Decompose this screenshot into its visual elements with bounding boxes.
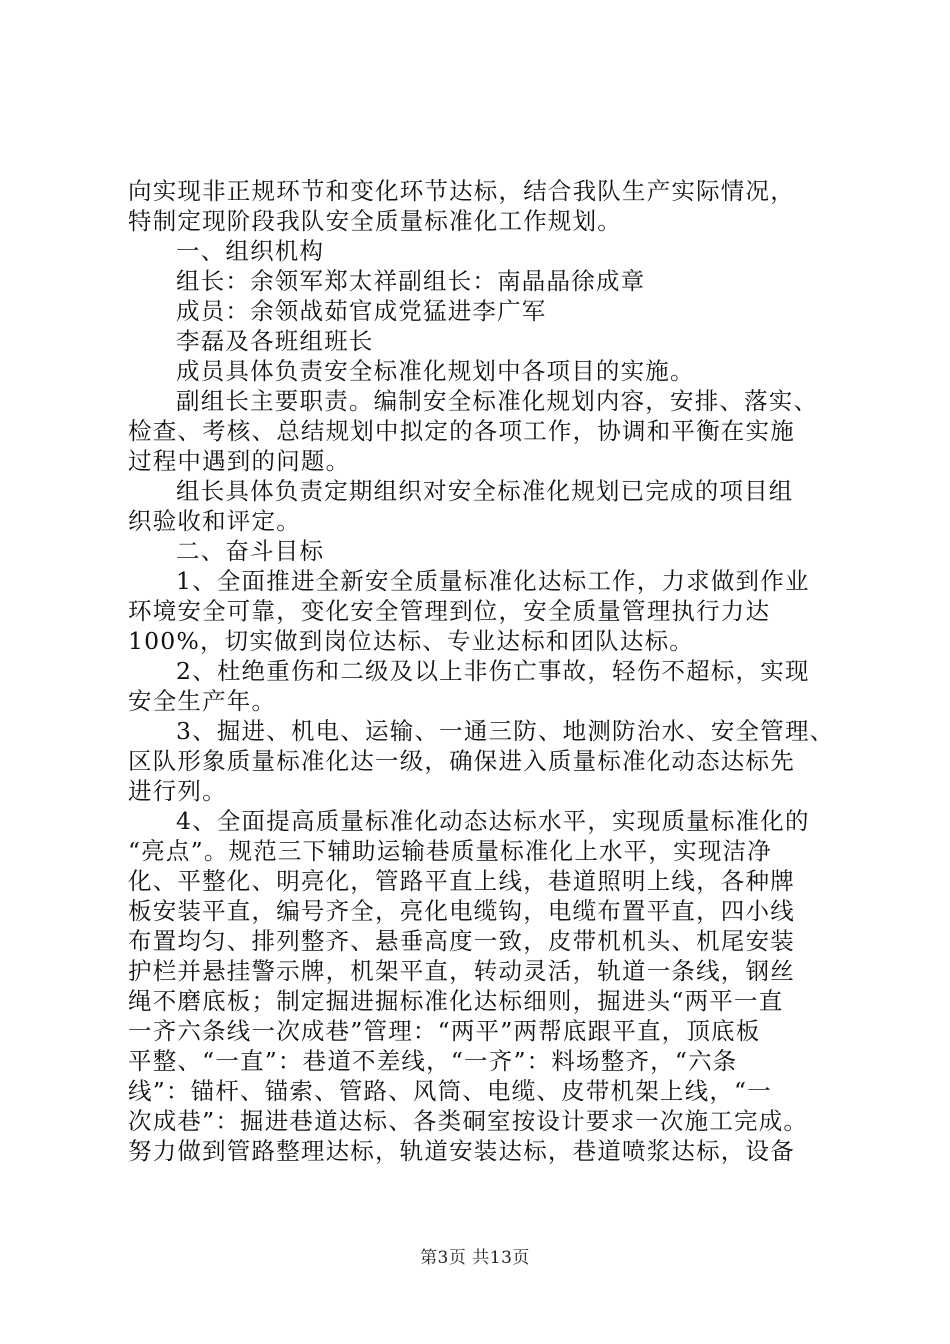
section-heading-goals: 二、奋斗目标 — [176, 537, 325, 565]
text-line: 护栏并悬挂警示牌，机架平直，转动灵活，轨道一条线，钢丝 — [128, 957, 795, 985]
text-line: 布置均匀、排列整齐、悬垂高度一致，皮带机机头、机尾安装 — [128, 927, 795, 955]
text-line: “亮点”。规范三下辅助运输巷质量标准化上水平，实现洁净 — [128, 837, 772, 865]
text-line: 4、全面提高质量标准化动态达标水平，实现质量标准化的 — [176, 807, 810, 835]
text-line: 1、全面推进全新安全质量标准化达标工作，力求做到作业 — [176, 567, 810, 595]
text-line: 组长：余领军郑太祥副组长：南晶晶徐成章 — [176, 267, 646, 295]
text-line: 2、杜绝重伤和二级及以上非伤亡事故，轻伤不超标，实现 — [176, 657, 810, 685]
text-line: 100%，切实做到岗位达标、专业达标和团队达标。 — [128, 627, 694, 655]
text-line: 次成巷”：掘进巷道达标、各类硐室按设计要求一次施工完成。 — [128, 1107, 809, 1135]
section-heading-organization: 一、组织机构 — [176, 237, 325, 265]
document-body — [128, 176, 836, 1166]
text-line: 李磊及各班组班长 — [176, 327, 374, 355]
text-line: 化、平整化、明亮化，管路平直上线，巷道照明上线，各种牌 — [128, 867, 795, 895]
text-line: 检查、考核、总结规划中拟定的各项工作，协调和平衡在实施 — [128, 417, 795, 445]
text-line: 特制定现阶段我队安全质量标准化工作规划。 — [128, 207, 622, 235]
text-line: 织验收和评定。 — [128, 507, 301, 535]
text-line: 成员：余领战茹官成党猛进李广军 — [176, 297, 547, 325]
text-line: 3、掘进、机电、运输、一通三防、地测防治水、安全管理、 — [176, 717, 835, 745]
text-line: 环境安全可靠，变化安全管理到位，安全质量管理执行力达 — [128, 597, 771, 625]
text-line: 组长具体负责定期组织对安全标准化规划已完成的项目组 — [176, 477, 794, 505]
text-line: 副组长主要职责。编制安全标准化规划内容，安排、落实、 — [176, 387, 819, 415]
text-line: 平整、“一直”：巷道不差线，“一齐”：料场整齐，“六条 — [128, 1047, 738, 1075]
text-line: 过程中遇到的问题。 — [128, 447, 351, 475]
text-line: 板安装平直，编号齐全，亮化电缆钩，电缆布置平直，四小线 — [128, 897, 795, 925]
text-line: 绳不磨底板；制定掘进掘标准化达标细则，掘进头“两平一直 — [128, 987, 784, 1015]
page-number-footer: 第3页 共13页 — [420, 1248, 530, 1268]
text-line: 进行列。 — [128, 777, 227, 805]
text-line: 向实现非正规环节和变化环节达标，结合我队生产实际情况， — [128, 177, 795, 205]
text-line: 安全生产年。 — [128, 687, 277, 715]
text-line: 努力做到管路整理达标，轨道安装达标，巷道喷浆达标，设备 — [128, 1137, 795, 1165]
text-line: 线”：锚杆、锚索、管路、风筒、电缆、皮带机架上线，“一 — [128, 1077, 772, 1105]
text-line: 区队形象质量标准化达一级，确保进入质量标准化动态达标先 — [128, 747, 795, 775]
text-line: 成员具体负责安全标准化规划中各项目的实施。 — [176, 357, 695, 385]
text-line: 一齐六条线一次成巷”管理：“两平”两帮底跟平直，顶底板 — [128, 1017, 761, 1045]
